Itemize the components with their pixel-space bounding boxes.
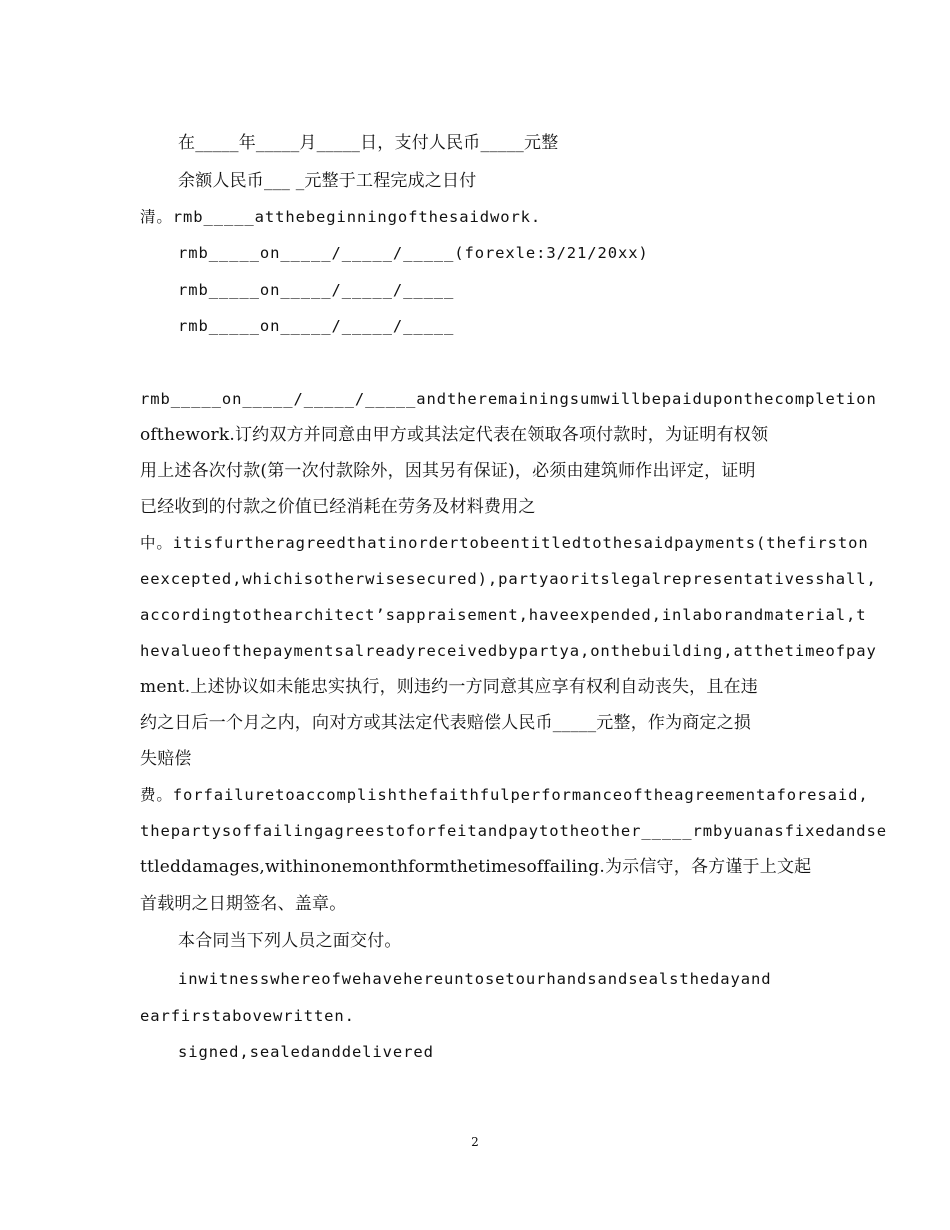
text-line: 约之日后一个月之内，向对方或其法定代表赔偿人民币_____元整，作为商定之损: [140, 713, 752, 733]
text-line: eexcepted,whichisotherwisesecured),partyaoritslegalrepresentativesshall,: [140, 570, 877, 588]
text-line: 用上述各次付款(第一次付款除外，因其另有保证)，必须由建筑师作出评定，证明: [140, 461, 756, 481]
text-line: inwitnesswhereofwehavehereuntosetourhandsandsealsthedayand: [178, 970, 772, 988]
text-line: ttleddamages,withinonemonthformthetimesoffailing.为示信守，各方谨于上文起: [140, 857, 812, 877]
text-line: hevalueofthepaymentsalreadyreceivedbypartya,onthebuilding,atthetimeofpay: [140, 642, 877, 660]
page-number: 2: [471, 1135, 479, 1149]
text-line: 费。forfailuretoaccomplishthefaithfulperformanceoftheagreementaforesaid,: [140, 786, 869, 804]
text-line: thepartysoffailingagreestoforfeitandpaytotheother_____rmbyuanasfixedandse: [140, 822, 887, 840]
text-line: 首载明之日期签名、盖章。: [140, 894, 347, 914]
text-line: accordingtothearchitect’sappraisement,haveexpended,inlaborandmaterial,t: [140, 606, 867, 624]
text-line: rmb_____on_____/_____/_____: [178, 281, 455, 299]
text-line: 清。rmb_____atthebeginningofthesaidwork.: [140, 208, 542, 226]
text-line: earfirstabovewritten.: [140, 1007, 355, 1025]
text-line: 余额人民币___ _元整于工程完成之日付: [178, 171, 477, 191]
text-line: 中。itisfurtheragreedthatinordertobeentitledtothesaidpayments(thefirston: [140, 534, 869, 552]
text-line: rmb_____on_____/_____/_____andtheremainingsumwillbepaiduponthecompletion: [140, 390, 877, 408]
text-line: ment.上述协议如未能忠实执行，则违约一方同意其应享有权利自动丧失，且在违: [140, 677, 758, 697]
text-line: 本合同当下列人员之面交付。: [178, 931, 402, 951]
text-line: rmb_____on_____/_____/_____(forexle:3/21/20xx): [178, 244, 649, 262]
text-line: signed,sealedanddelivered: [178, 1043, 434, 1061]
text-line: 失赔偿: [140, 749, 192, 769]
text-line: 已经收到的付款之价值已经消耗在劳务及材料费用之: [140, 497, 536, 517]
text-line: 在_____年_____月_____日，支付人民币_____元整: [178, 133, 559, 153]
text-line: rmb_____on_____/_____/_____: [178, 317, 455, 335]
text-line: ofthework.订约双方并同意由甲方或其法定代表在领取各项付款时，为证明有权领: [140, 425, 769, 445]
